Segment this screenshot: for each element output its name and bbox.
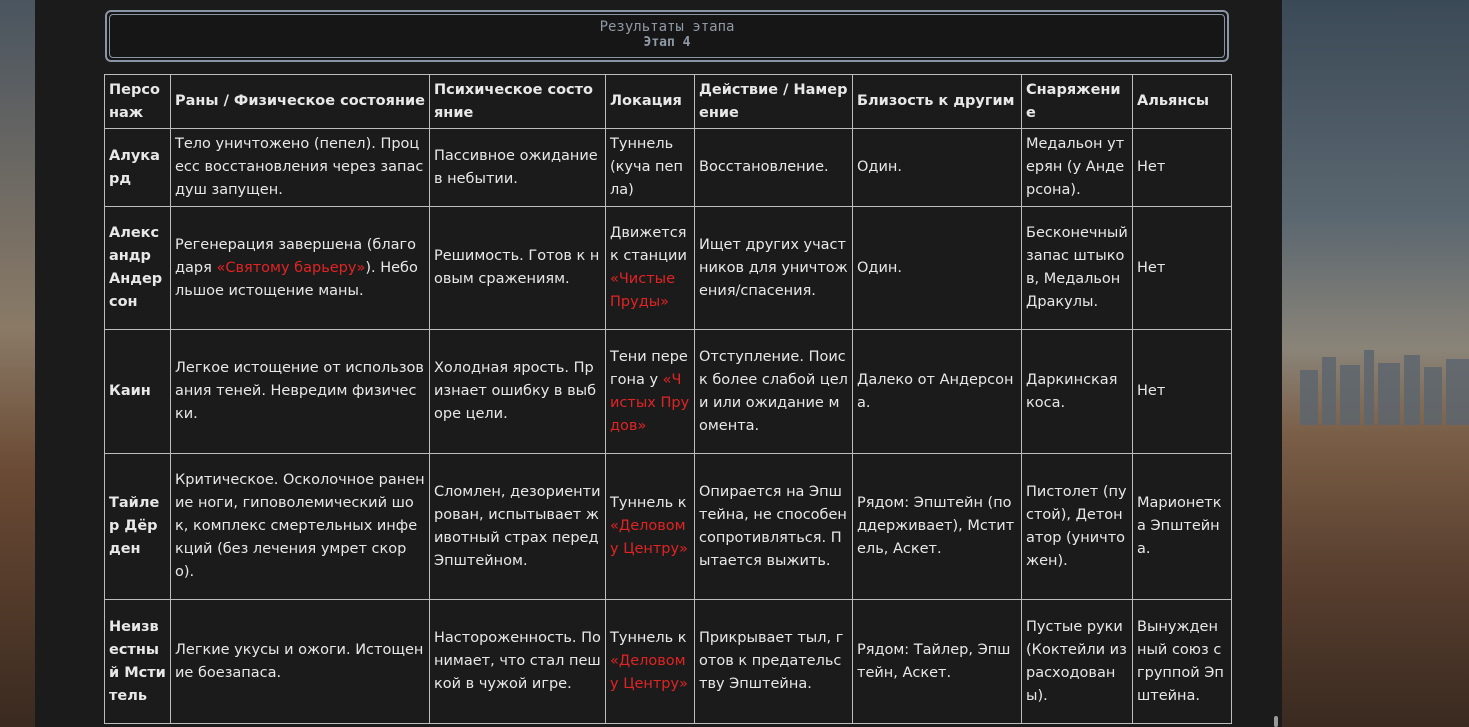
cell-action: Опирается на Эпштейна, не способен сопротивляться. Пытается выжить. xyxy=(695,454,853,600)
cell-mental: Пассивное ожидание в небытии. xyxy=(430,129,606,207)
cell-location xyxy=(606,207,695,330)
stage-results-header xyxy=(105,10,1229,62)
cell-action: Восстановление. xyxy=(695,129,853,207)
wounds-text: Регенерация завершена (благодаря xyxy=(175,236,416,276)
header-subtitle: Этап 4 xyxy=(643,35,691,50)
highlight-term: «Святому барьеру» xyxy=(216,259,366,276)
cell-location xyxy=(606,454,695,600)
cell-proximity: Рядом: Тайлер, Эпштейн, Аскет. xyxy=(853,600,1022,724)
cell-mental: Холодная ярость. Признает ошибку в выборе цели. xyxy=(430,330,606,454)
highlight-station: «Деловому Центру» xyxy=(610,653,688,692)
highlight-station: «Деловому Центру» xyxy=(610,518,688,557)
cell-alliances: Нет xyxy=(1133,129,1232,207)
column-header-alliances: Альянсы xyxy=(1133,75,1232,129)
stage-results-table xyxy=(104,74,1232,724)
table-header-row xyxy=(105,75,1232,129)
cell-character: Александр Андерсон xyxy=(105,207,171,330)
column-header-action: Действие / Намерение xyxy=(695,75,853,129)
cell-character: Алукард xyxy=(105,129,171,207)
cell-alliances: Нет xyxy=(1133,330,1232,454)
table-row xyxy=(105,600,1232,724)
cell-action: Прикрывает тыл, готов к предательству Эпштейна. xyxy=(695,600,853,724)
wounds-text: ). Небольшое истощение маны. xyxy=(175,259,418,299)
highlight-station: «Чистых Прудов» xyxy=(610,371,690,434)
table-row xyxy=(105,129,1232,207)
cell-wounds: Критическое. Осколочное ранение ноги, гиповолемический шок, комплекс смертельных инфекций (без лечения умрет скоро). xyxy=(171,454,430,600)
table-row xyxy=(105,207,1232,330)
cell-action: Отступление. Поиск более слабой цели или ожидание момента. xyxy=(695,330,853,454)
cell-wounds: Легкое истощение от использования теней. Невредим физически. xyxy=(171,330,430,454)
cell-alliances: Вынужденный союз с группой Эпштейна. xyxy=(1133,600,1232,724)
column-header-proximity: Близость к другим xyxy=(853,75,1022,129)
highlight-station: «Чистые Пруды» xyxy=(610,271,676,310)
location-text: Туннель к xyxy=(610,630,687,646)
cell-wounds: Легкие укусы и ожоги. Истощение боезапаса. xyxy=(171,600,430,724)
cell-proximity: Один. xyxy=(853,207,1022,330)
location-text: Движется к станции xyxy=(610,225,687,264)
cell-character: Неизвестный Мститель xyxy=(105,600,171,724)
column-header-mental: Психическое состояние xyxy=(430,75,606,129)
cell-wounds xyxy=(171,207,430,330)
location-text: Тени перегона у xyxy=(610,348,688,388)
cell-action: Ищет других участников для уничтожения/спасения. xyxy=(695,207,853,330)
cell-proximity: Один. xyxy=(853,129,1022,207)
header-title: Результаты этапа xyxy=(599,19,735,35)
cell-location xyxy=(606,600,695,724)
cell-wounds: Тело уничтожено (пепел). Процесс восстановления через запас душ запущен. xyxy=(171,129,430,207)
cell-equipment: Медальон утерян (у Андерсона). xyxy=(1022,129,1133,207)
background-left xyxy=(0,0,35,727)
cell-alliances: Нет xyxy=(1133,207,1232,330)
cell-location xyxy=(606,330,695,454)
table-row xyxy=(105,454,1232,600)
cell-character: Каин xyxy=(105,330,171,454)
cell-proximity: Далеко от Андерсона. xyxy=(853,330,1022,454)
cell-character: Тайлер Дёрден xyxy=(105,454,171,600)
location-text: Туннель к xyxy=(610,495,687,511)
cell-mental: Сломлен, дезориентирован, испытывает животный страх перед Эпштейном. xyxy=(430,454,606,600)
cell-equipment: Пустые руки (Коктейли израсходованы). xyxy=(1022,600,1133,724)
ruined-skyline-decoration xyxy=(1300,345,1469,425)
cell-equipment: Даркинская коса. xyxy=(1022,330,1133,454)
table-row xyxy=(105,330,1232,454)
column-header-equipment: Снаряжение xyxy=(1022,75,1133,129)
cell-mental: Решимость. Готов к новым сражениям. xyxy=(430,207,606,330)
cell-mental: Настороженность. Понимает, что стал пешкой в чужой игре. xyxy=(430,600,606,724)
cell-alliances: Марионетка Эпштейна. xyxy=(1133,454,1232,600)
column-header-character: Персонаж xyxy=(105,75,171,129)
column-header-wounds: Раны / Физическое состояние xyxy=(171,75,430,129)
cell-proximity: Рядом: Эпштейн (поддерживает), Мститель, Аскет. xyxy=(853,454,1022,600)
scrollbar-thumb[interactable] xyxy=(1274,716,1278,727)
column-header-location: Локация xyxy=(606,75,695,129)
cell-equipment: Пистолет (пустой), Детонатор (уничтожен). xyxy=(1022,454,1133,600)
cell-equipment: Бесконечный запас штыков, Медальон Дракулы. xyxy=(1022,207,1133,330)
cell-location: Туннель (куча пепла) xyxy=(606,129,695,207)
